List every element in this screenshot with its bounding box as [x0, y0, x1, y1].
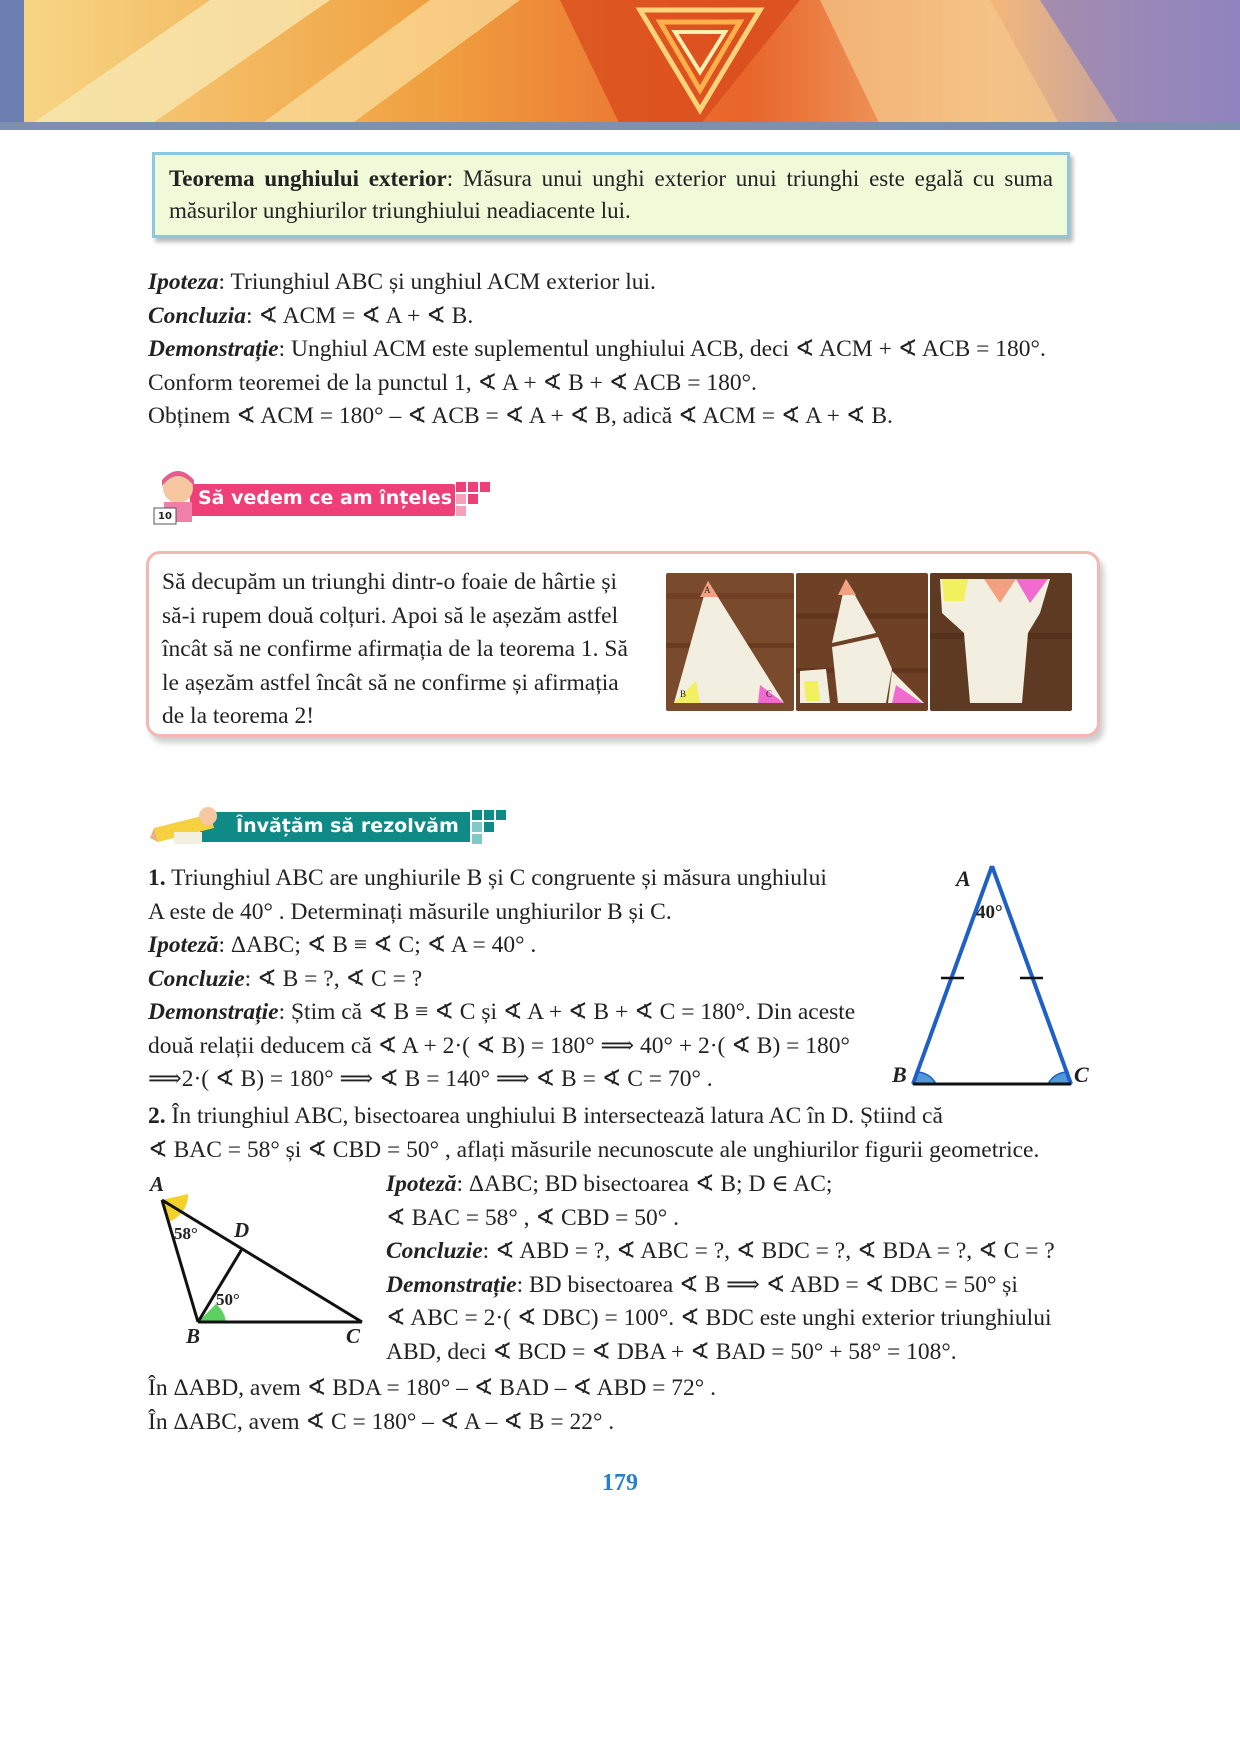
problem-1-ipoteza-text: : ΔABC; ∢ B ≡ ∢ C; ∢ A = 40° .: [218, 932, 537, 958]
side-ab: [913, 866, 992, 1084]
activity-line: să-i rupem două colțuri. Apoi să le așezăm astfel: [162, 602, 619, 629]
angle-a-label: 58°: [174, 1224, 198, 1243]
vertex-c-label: C: [1074, 1062, 1089, 1087]
problem-2-ipoteza-text: : ΔABC; BD bisectoarea ∢ B; D ∈ AC;: [456, 1171, 833, 1197]
problem-2-concluzie-text: : ∢ ABD = ?, ∢ ABC = ?, ∢ BDC = ?, ∢ BDA = ?, ∢ C = ?: [482, 1238, 1055, 1264]
problem-1: [148, 862, 888, 1097]
problem-2-number: 2.: [148, 1103, 166, 1129]
angle-b-label: 50°: [216, 1290, 240, 1309]
problem-1-demonstratie-label: Demonstrație: [148, 999, 279, 1025]
problem-1-demonstratie-text: : Știm că ∢ B ≡ ∢ C și ∢ A + ∢ B + ∢ C = 180°. Din aceste: [278, 999, 856, 1025]
concluzia-text: : ∢ ACM = ∢ A + ∢ B.: [245, 302, 474, 329]
problem-2-demonstratie-label: Demonstrație: [386, 1271, 517, 1298]
photo-label-b: B: [680, 689, 687, 699]
concluzia-label: Concluzia: [148, 302, 246, 329]
photo-label-a: A: [704, 585, 711, 595]
vertex-c-label: C: [346, 1324, 361, 1348]
demonstratie-label: Demonstrație: [148, 336, 279, 362]
proof-line-4: Conform teoremei de la punctul 1, ∢ A + ∢ B + ∢ ACB = 180°.: [148, 369, 757, 396]
pixel-decoration-icon: [472, 810, 506, 844]
problem-2-final: [148, 1372, 1098, 1439]
problem-2-solution: [386, 1168, 1096, 1369]
isosceles-triangle-figure: [888, 862, 1098, 1092]
problem-2-demonstratie-text: : BD bisectoarea ∢ B ⟹ ∢ ABD = ∢ DBC = 50° și: [516, 1271, 1018, 1298]
activity-line: le așezăm astfel încât să ne confirme și afirmația: [162, 669, 619, 696]
problem-2-concluzie-label: Concluzie: [386, 1238, 483, 1264]
header-banner: [0, 0, 1240, 130]
paper-triangle-photo-1: [666, 573, 794, 711]
angle-a-label: 40°: [976, 902, 1003, 923]
vertex-a-label: A: [956, 866, 971, 891]
photo-label-c: C: [766, 689, 773, 699]
problem-2-line-1: În triunghiul ABC, bisectoarea unghiului B intersectează latura AC în D. Știind că: [165, 1103, 943, 1129]
section-title-understood: Să vedem ce am înțeles: [198, 487, 453, 509]
activity-line: de la teorema 2!: [162, 703, 315, 729]
section-header-understood: [150, 466, 510, 528]
theorem-text: : Măsura unui unghi exterior unui triunghi este egală cu suma măsurilor unghiurilor triunghiului neadiacente lui.: [169, 166, 1053, 223]
section-header-solve: [150, 798, 520, 848]
ipoteza-label: Ipoteza: [148, 269, 219, 295]
section-title-solve: Învățăm să rezolvăm: [236, 815, 459, 837]
vertex-d-label: D: [234, 1218, 250, 1242]
problem-2-intro: [148, 1100, 1108, 1167]
pixel-decoration-icon: [456, 482, 490, 516]
vertex-b-label: B: [892, 1062, 907, 1087]
activity-text: [162, 566, 652, 734]
demonstratie-text: : Unghiul ACM este suplementul unghiului ACB, deci ∢ ACM + ∢ ACB = 180°.: [278, 336, 1046, 362]
problem-1-line-1: Triunghiul ABC are unghiurile B și C congruente și măsura unghiului: [165, 865, 827, 891]
vertex-a-label: A: [150, 1172, 165, 1196]
problem-2-line-d2: ∢ ABC = 2·( ∢ DBC) = 100°. ∢ BDC este unghi exterior triunghiului: [386, 1305, 1052, 1331]
theorem-box: [152, 152, 1070, 238]
side-ac: [992, 866, 1071, 1084]
problem-1-line-2: A este de 40° . Determinați măsurile unghiurilor B și C.: [148, 898, 672, 925]
problem-2-line-d3: ABD, deci ∢ BCD = ∢ DBA + ∢ BAD = 50° + 58° = 108°.: [386, 1338, 957, 1365]
problem-2-ipoteza-label: Ipoteză: [386, 1171, 457, 1197]
problem-1-concluzie-label: Concluzie: [148, 965, 245, 992]
bisector-triangle-figure: [148, 1172, 378, 1352]
paper-triangle-photo-3: [930, 573, 1072, 711]
page-number: 179: [602, 1470, 638, 1496]
problem-2-ipoteza-text-2: ∢ BAC = 58° , ∢ CBD = 50° .: [386, 1204, 679, 1231]
problem-1-line-7: ⟹2·( ∢ B) = 180° ⟹ ∢ B = 140° ⟹ ∢ B = ∢ C = 70° .: [148, 1066, 713, 1092]
problem-1-concluzie-text: : ∢ B = ?, ∢ C = ?: [244, 965, 423, 992]
problem-1-number: 1.: [148, 865, 166, 891]
activity-line: Să decupăm un triunghi dintr-o foaie de hârtie și: [162, 569, 618, 595]
activity-line: încât să ne confirme afirmația de la teorema 1. Să: [162, 636, 628, 662]
proof-block: [148, 266, 1098, 434]
theorem-title: Teorema unghiului exterior: [169, 166, 447, 191]
problem-2-line-abd: În ΔABD, avem ∢ BDA = 180° – ∢ BAD – ∢ ABD = 72° .: [148, 1375, 716, 1401]
paper-triangle-photo-2: [796, 573, 928, 711]
problem-1-ipoteza-label: Ipoteză: [148, 932, 219, 958]
problem-2-line-2: ∢ BAC = 58° și ∢ CBD = 50° , aflați măsurile necunoscute ale unghiurilor figurii geometrice.: [148, 1136, 1040, 1163]
ipoteza-text: : Triunghiul ABC și unghiul ACM exterior lui.: [218, 269, 656, 295]
problem-2-line-abc: În ΔABC, avem ∢ C = 180° – ∢ A – ∢ B = 22° .: [148, 1408, 615, 1435]
problem-1-line-6: două relații deducem că ∢ A + 2·( ∢ B) = 180° ⟹ 40° + 2·( ∢ B) = 180°: [148, 1032, 850, 1059]
proof-line-5: Obținem ∢ ACM = 180° – ∢ ACB = ∢ A + ∢ B, adică ∢ ACM = ∢ A + ∢ B.: [148, 403, 893, 429]
vertex-b-label: B: [186, 1324, 201, 1348]
mascot-number: 10: [158, 511, 172, 522]
